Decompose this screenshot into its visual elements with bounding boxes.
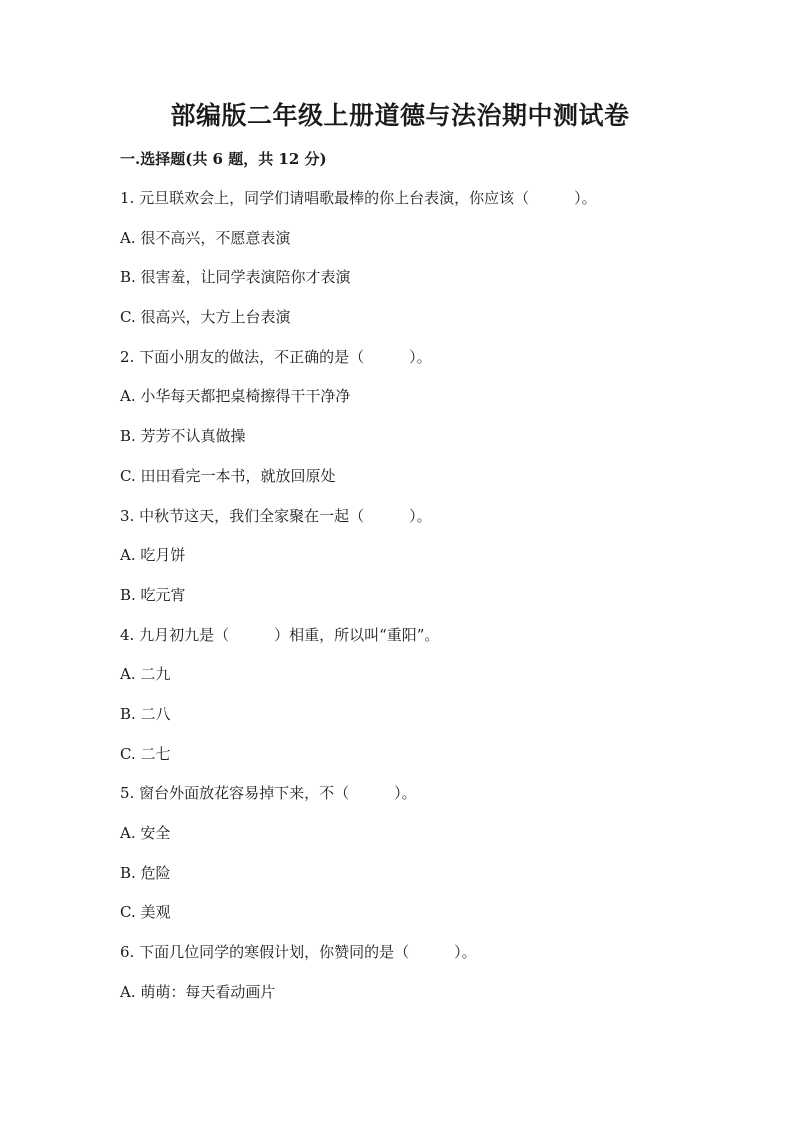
answer-option: B. 芳芳不认真做操 [120, 427, 246, 446]
answer-option: A. 很不高兴，不愿意表演 [120, 228, 291, 247]
section-heading: 一.选择题(共 6 题，共 12 分) [120, 150, 327, 168]
question-stem: 1. 元旦联欢会上，同学们请唱歌最棒的你上台表演，你应该（ ）。 [120, 189, 597, 207]
question-list [120, 188, 740, 1021]
question-stem: 5. 窗台外面放花容易掉下来，不（ ）。 [120, 784, 417, 803]
answer-option: A. 二九 [120, 665, 171, 684]
answer-option: B. 危险 [120, 863, 171, 882]
answer-option: B. 很害羞，让同学表演陪你才表演 [120, 268, 351, 287]
answer-option: C. 二七 [120, 744, 171, 763]
answer-option: C. 田田看完一本书，就放回原处 [120, 466, 336, 485]
answer-option: B. 吃元宵 [120, 585, 186, 604]
question-stem: 2. 下面小朋友的做法，不正确的是（ ）。 [120, 347, 432, 366]
answer-option: A. 小华每天都把桌椅擦得干干净净 [120, 387, 351, 406]
question-stem: 4. 九月初九是（ ）相重，所以叫“重阳”。 [120, 625, 440, 644]
answer-option: A. 安全 [120, 824, 171, 842]
question-stem: 3. 中秋节这天，我们全家聚在一起（ ）。 [120, 506, 432, 525]
answer-option: C. 美观 [120, 903, 171, 922]
page-title: 部编版二年级上册道德与法治期中测试卷 [170, 101, 630, 130]
answer-option: B. 二八 [120, 704, 171, 723]
answer-option: A. 吃月饼 [120, 546, 186, 565]
question-stem: 6. 下面几位同学的寒假计划，你赞同的是（ ）。 [120, 943, 477, 962]
answer-option: A. 萌萌：每天看动画片 [120, 982, 276, 1001]
answer-option: C. 很高兴，大方上台表演 [120, 308, 291, 327]
